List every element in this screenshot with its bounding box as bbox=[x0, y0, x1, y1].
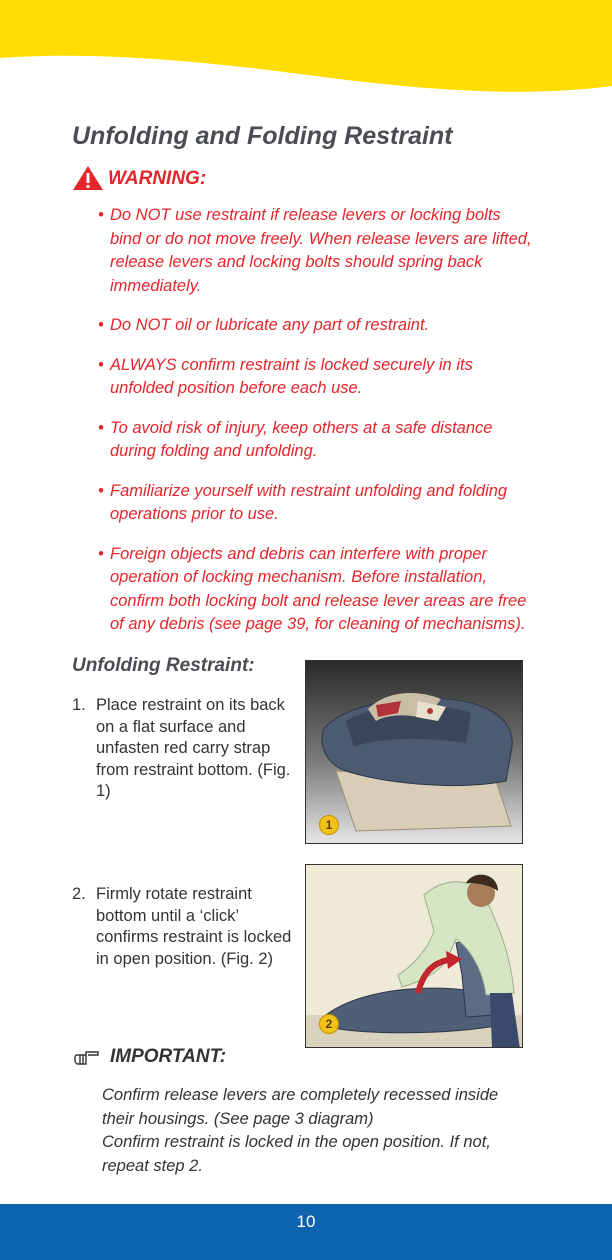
header-swoosh bbox=[0, 0, 612, 100]
warning-item: • Do NOT use restraint if release levers or locking bolts bind or do not move freely. When release levers are lifted, release levers and locking bolts should spring back immediately. bbox=[98, 206, 532, 295]
step-number: 1. bbox=[72, 696, 86, 714]
warning-triangle-icon bbox=[72, 165, 104, 191]
important-text bbox=[102, 1084, 532, 1178]
page-number: 10 bbox=[296, 1212, 316, 1231]
important-line: Confirm restraint is locked in the open position. If not, repeat step 2. bbox=[102, 1133, 491, 1175]
page-title: Unfolding and Folding Restraint bbox=[72, 122, 453, 150]
step-2 bbox=[72, 884, 304, 970]
step-1 bbox=[72, 695, 304, 803]
important-line: Confirm release levers are completely recessed inside their housings. (See page 3 diagram) bbox=[102, 1086, 499, 1128]
step-text: Firmly rotate restraint bottom until a ‘click’ confirms restraint is locked in open position. (Fig. 2) bbox=[96, 885, 292, 968]
footer-bar bbox=[0, 1204, 612, 1260]
warning-item: • To avoid risk of injury, keep others at a safe distance during folding and unfolding. bbox=[98, 418, 493, 460]
warning-item: • Do NOT oil or lubricate any part of restraint. bbox=[98, 316, 430, 334]
important-label: IMPORTANT: bbox=[110, 1046, 227, 1067]
figure-2 bbox=[305, 864, 523, 1048]
warning-item: • Familiarize yourself with restraint unfolding and folding operations prior to use. bbox=[98, 481, 508, 523]
warning-list bbox=[96, 204, 536, 653]
step-text: Place restraint on its back on a flat surface and unfasten red carry strap from restraint bottom. (Fig. 1) bbox=[96, 696, 291, 800]
warning-item: • Foreign objects and debris can interfere with proper operation of locking mechanism. Before installation, confirm both locking bolt and release lever areas are free of any debris (see page 39, for cleaning of mechanisms). bbox=[98, 544, 527, 633]
warning-item: • ALWAYS confirm restraint is locked securely in its unfolded position before each use. bbox=[98, 355, 473, 397]
car-seat-back-photo bbox=[306, 661, 523, 844]
figure-1 bbox=[305, 660, 523, 844]
unfolding-heading: Unfolding Restraint: bbox=[72, 655, 255, 676]
figure-number-badge: 2 bbox=[319, 1014, 339, 1034]
pointing-hand-icon bbox=[74, 1049, 100, 1067]
figure-number-badge: 1 bbox=[319, 815, 339, 835]
warning-label: WARNING: bbox=[108, 168, 207, 189]
step-number: 2. bbox=[72, 885, 86, 903]
